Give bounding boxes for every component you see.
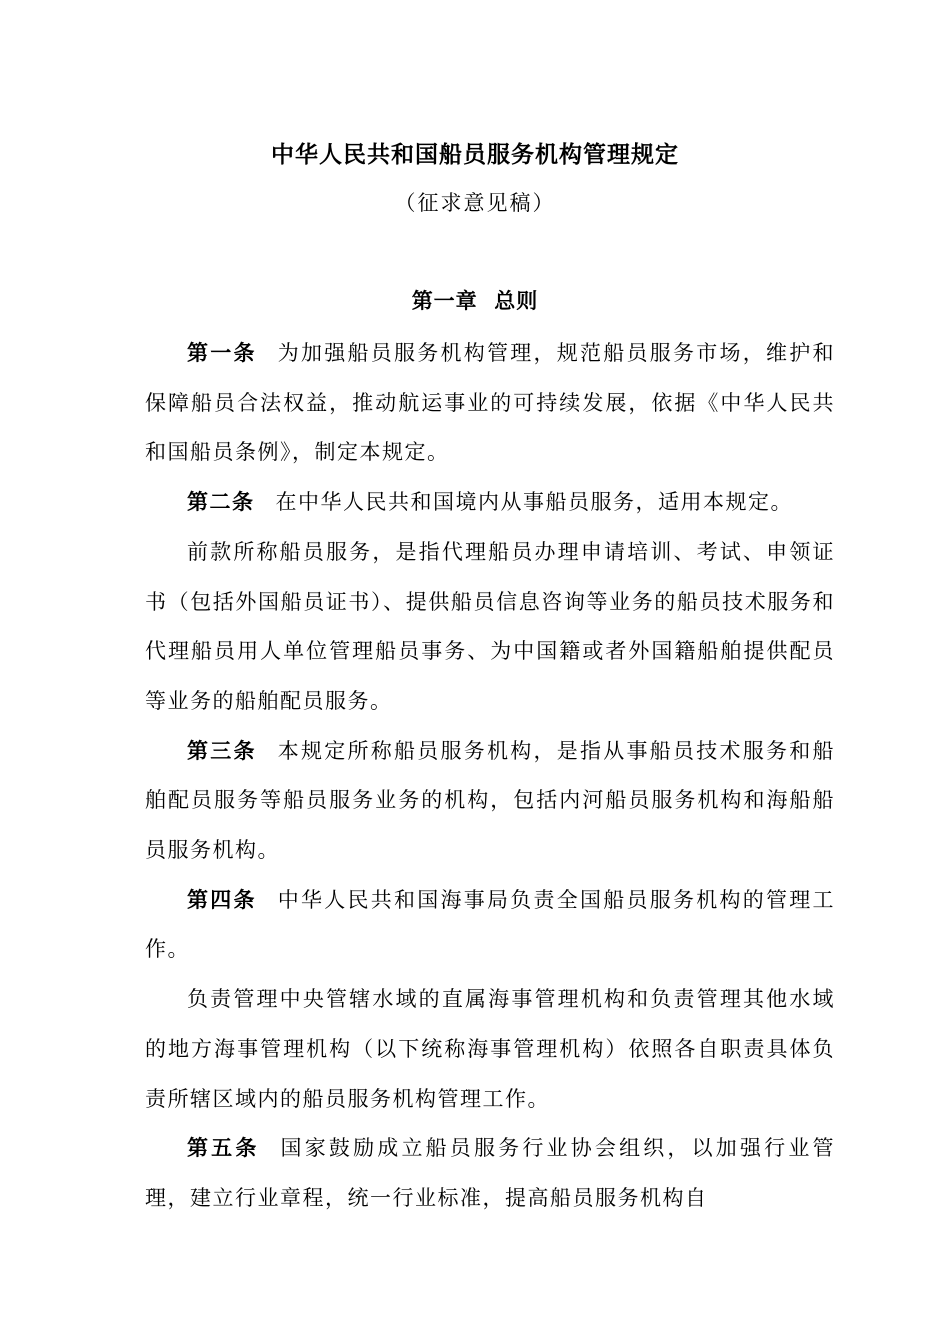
article-number: 第一条: [187, 341, 257, 365]
article-text: 负责管理中央管辖水域的直属海事管理机构和负责管理其他水域的地方海事管理机构（以下统称海事管理机构）依照各自职责具体负责所辖区域内的船员服务机构管理工作。: [145, 987, 835, 1111]
article-paragraph: [145, 876, 835, 975]
article-text: 前款所称船员服务，是指代理船员办理申请培训、考试、申领证书（包括外国船员证书）、提供船员信息咨询等业务的船员技术服务和代理船员用人单位管理船员事务、为中国籍或者外国籍船舶提供配员等业务的船舶配员服务。: [145, 539, 835, 713]
document-body: [145, 329, 835, 1224]
article-paragraph: [145, 727, 835, 876]
document-title: 中华人民共和国船员服务机构管理规定: [271, 142, 679, 168]
document-subtitle: （征求意见稿）: [394, 191, 556, 215]
article-text: 中华人民共和国海事局负责全国船员服务机构的管理工作。: [145, 887, 835, 962]
article-text: 本规定所称船员服务机构，是指从事船员技术服务和船舶配员服务等船员服务业务的机构，包括内河船员服务机构和海船船员服务机构。: [145, 738, 835, 863]
article-text: 在中华人民共和国境内从事船员服务，适用本规定。: [275, 490, 793, 515]
article-paragraph: [145, 478, 835, 528]
article-paragraph: [145, 329, 835, 478]
article-number: 第五条: [187, 1136, 260, 1161]
article-paragraph: [145, 528, 835, 727]
article-number: 第四条: [187, 887, 257, 912]
chapter-heading: 第一章 总则: [411, 289, 539, 313]
article-paragraph: [145, 1124, 835, 1223]
article-paragraph: [145, 975, 835, 1124]
article-text: 国家鼓励成立船员服务行业协会组织，以加强行业管理，建立行业章程，统一行业标准，提高船员服务机构自: [145, 1136, 836, 1210]
article-number: 第三条: [187, 738, 257, 763]
article-text: 为加强船员服务机构管理，规范船员服务市场，维护和保障船员合法权益，推动航运事业的可持续发展，依据《中华人民共和国船员条例》，制定本规定。: [145, 341, 835, 465]
article-number: 第二条: [187, 490, 255, 515]
